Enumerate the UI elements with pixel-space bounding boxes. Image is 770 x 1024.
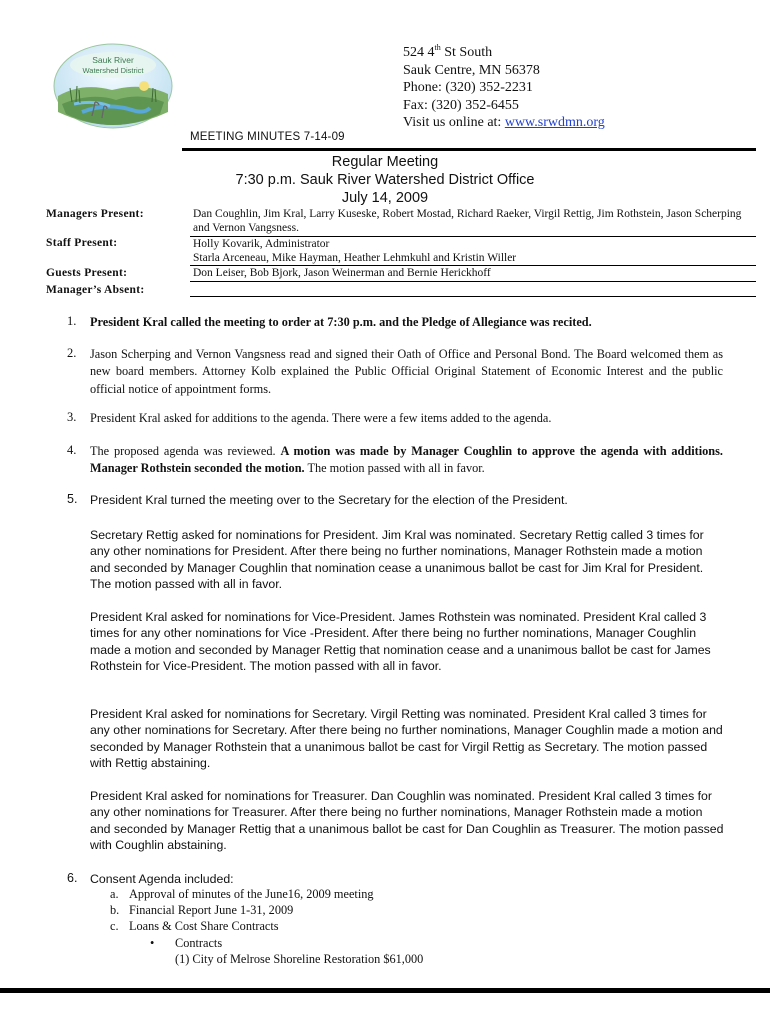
address-street [403, 44, 605, 62]
election-vice-president-paragraph: President Kral asked for nominations for Vice-President. James Rothstein was nominated. President Kral called 3 times for any other nominations for Vice -President. After there being no further nominations, Manager Coughlin made a motion and seconded by Manager Rettig that nomination cease and a unanimous ballot be cast for James Rothstein for Vice‑President. The motion passed with all in favor. [90, 610, 711, 673]
logo-text-line2: Watershed District [82, 66, 144, 75]
staff-present-label: Staff Present: [46, 237, 118, 249]
staff-present-value [193, 237, 753, 265]
attendance-divider [190, 296, 756, 297]
logo-text-line1: Sauk River [92, 55, 134, 65]
guests-present-value: Don Leiser, Bob Bjork, Jason Weinerman and Bernie Herickhoff [193, 267, 491, 279]
attendance-divider [190, 281, 756, 282]
consent-item-b [110, 902, 293, 919]
managers-present-label: Managers Present: [46, 208, 144, 220]
meeting-date: July 14, 2009 [341, 190, 429, 206]
address-website-line [403, 114, 605, 132]
election-treasurer-paragraph: President Kral asked for nominations for Treasurer. Dan Coughlin was nominated. President Kral called 3 times for any other nominations for Treasurer. After there being no further nominations, Manager Rothstein made a motion and seconded by Manager Rettig that a unanimous ballot be cast for Dan Coughlin as Treasurer. The motion passed with Coughlin abstaining. [90, 789, 724, 852]
consent-item-c [110, 918, 279, 935]
item-text-plain: The motion passed with all in favor. [304, 461, 485, 476]
item-text: Consent Agenda included: [90, 872, 234, 886]
item-text [90, 314, 723, 331]
contracts-bullet-item [150, 935, 222, 952]
managers-absent-label: Manager’s Absent: [46, 284, 145, 296]
list-letter: b. [110, 903, 120, 917]
street-ordinal: th [434, 43, 441, 52]
item-number: 1. [67, 314, 77, 328]
list-letter: a. [110, 887, 119, 901]
staff-line: Starla Arceneau, Mike Hayman, Heather Lehmkuhl and Kristin Willer [193, 252, 517, 265]
election-president-paragraph: Secretary Rettig asked for nominations for President. Jim Kral was nominated. Secretary Rettig called 3 times for any other nominations for President. After there being no further nominations, Manager Rothstein made a motion and seconded by Manager Coughlin that nomination cease a unanimous ballot be cast for Jim Kral for President. The motion passed with all in favor. [90, 528, 704, 591]
street-name: St South [440, 45, 493, 60]
page-bottom-rule [0, 988, 770, 993]
item-text-plain: The proposed agenda was reviewed. [90, 444, 281, 458]
watershed-district-logo [52, 42, 174, 130]
meeting-time-place: 7:30 p.m. Sauk River Watershed District Office [235, 172, 535, 188]
item-text-bold: President Kral called the meeting to order at 7:30 p.m. and the Pledge of Allegiance was recited. [90, 315, 592, 329]
contract-entry: (1) City of Melrose Shoreline Restoration $61,000 [175, 952, 424, 966]
election-secretary-paragraph: President Kral asked for nominations for Secretary. Virgil Retting was nominated. President Kral called 3 times for any other nominations for Secretary. After there being no further nominations, Manager Coughlin made a motion and seconded by Manager Rothstein that a unanimous ballot be cast for Virgil Rettig as Secretary. The motion passed with Rettig abstaining. [90, 707, 723, 770]
meeting-title-block [0, 153, 770, 207]
guests-present-label: Guests Present: [46, 267, 128, 279]
item-text: President Kral turned the meeting over to the Secretary for the election of the President. [90, 493, 568, 507]
item-number: 5. [67, 492, 78, 506]
consent-item-text: Loans & Cost Share Contracts [129, 919, 279, 933]
address-phone: Phone: (320) 352-2231 [403, 80, 533, 96]
list-letter: c. [110, 919, 119, 933]
item-text: President Kral asked for additions to the agenda. There were a few items added to the agenda. [90, 411, 552, 425]
managers-present-value: Dan Coughlin, Jim Kral, Larry Kuseske, Robert Mostad, Richard Raeker, Virgil Rettig, Jim Rothstein, Jason Scherping and Vernon Vangsness. [193, 208, 742, 235]
item-text [90, 443, 723, 478]
visit-label: Visit us online at: [403, 115, 505, 131]
item-number: 6. [67, 871, 78, 885]
meeting-title: Regular Meeting [331, 154, 439, 170]
website-link[interactable]: www.srwdmn.org [504, 115, 605, 131]
address-block [403, 44, 605, 132]
item-number: 2. [67, 346, 77, 360]
item-number: 4. [67, 443, 77, 457]
item-text: Jason Scherping and Vernon Vangsness read and signed their Oath of Office and Personal Bond. The Board welcomed them as new board members. Attorney Kolb explained the Public Official Original Statement of Economic Interest and the public official notice of appointment forms. [90, 347, 723, 396]
contracts-label: Contracts [175, 936, 223, 950]
consent-item-a [110, 886, 374, 903]
street-number: 524 4 [403, 45, 435, 60]
address-fax: Fax: (320) 352-6455 [403, 97, 519, 113]
meeting-minutes-label: MEETING MINUTES 7-14-09 [190, 131, 345, 143]
consent-item-text: Approval of minutes of the June16, 2009 meeting [129, 887, 374, 901]
motion-text-bold: A motion was made by Manager Coughlin to approve the agenda with additions. Manager Rothstein seconded the motion. [90, 444, 724, 476]
staff-line: Holly Kovarik, Administrator [193, 238, 330, 250]
header-rule [182, 148, 756, 151]
item-number: 3. [67, 410, 77, 424]
bullet-icon: • [150, 936, 155, 950]
consent-item-text: Financial Report June 1-31, 2009 [129, 903, 294, 917]
address-city: Sauk Centre, MN 56378 [403, 62, 540, 78]
